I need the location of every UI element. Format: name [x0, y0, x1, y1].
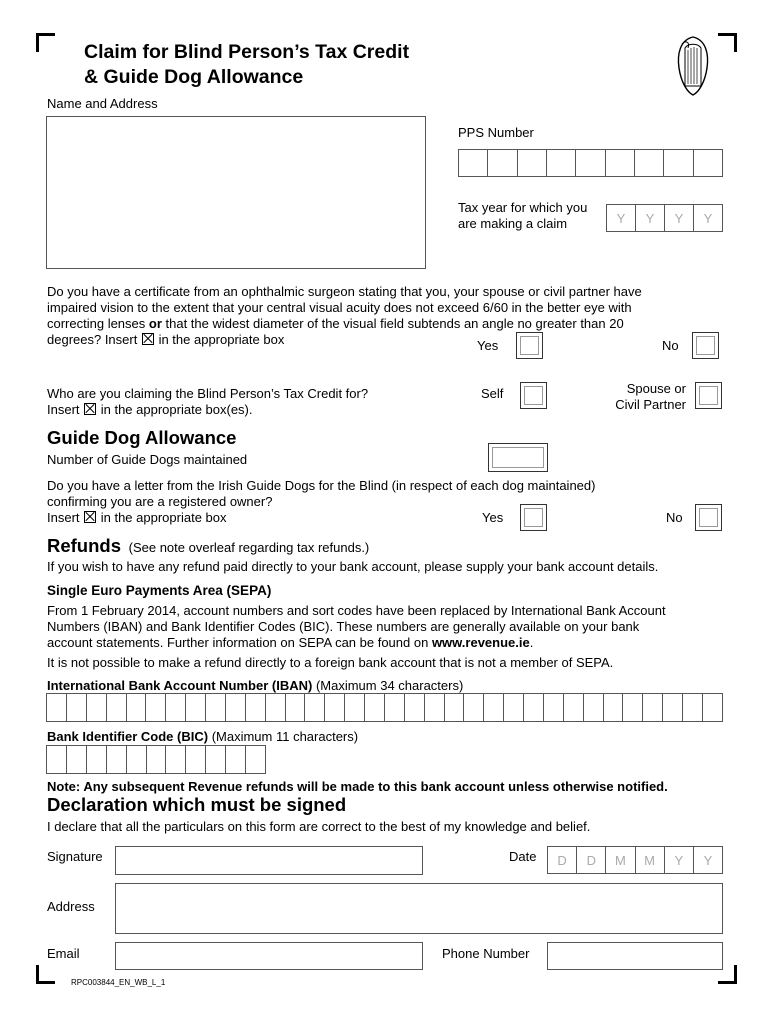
iban-cell[interactable] [584, 694, 604, 721]
iban-label: International Bank Account Number (IBAN) [47, 678, 313, 693]
guide-dog-no-label: No [666, 510, 683, 525]
certificate-question [47, 284, 642, 348]
iban-cell[interactable] [524, 694, 544, 721]
iban-cell[interactable] [345, 694, 365, 721]
date-input[interactable] [547, 846, 723, 874]
foreign-account-note: It is not possible to make a refund directly to a foreign bank account that is not a member of SEPA. [47, 655, 614, 670]
pps-cell[interactable] [694, 150, 722, 176]
certificate-line3 [47, 316, 642, 332]
bic-cell[interactable] [127, 746, 147, 773]
iban-cell[interactable] [544, 694, 564, 721]
pps-cell[interactable] [635, 150, 664, 176]
bic-input[interactable] [46, 745, 266, 774]
certificate-line1: Do you have a certificate from an ophthalmic surgeon stating that you, your spouse or civil partner have [47, 284, 642, 299]
claim-for-question [47, 386, 368, 418]
certificate-or: or [148, 316, 162, 331]
tax-year-label [458, 200, 587, 232]
spouse-label-line2: Civil Partner [615, 397, 686, 412]
form-title-line2: & Guide Dog Allowance [84, 66, 304, 88]
tax-year-cell[interactable]: Y [703, 210, 713, 226]
tax-year-label-line1: Tax year for which you [458, 200, 588, 215]
iban-cell[interactable] [226, 694, 246, 721]
email-field[interactable] [115, 942, 423, 970]
guide-dog-letter-line3a: Insert [47, 510, 84, 525]
iban-max: (Maximum 34 characters) [312, 678, 464, 693]
sepa-text [47, 603, 666, 651]
iban-cell[interactable] [127, 694, 147, 721]
date-cell[interactable]: M [636, 847, 665, 873]
iban-cell[interactable] [47, 694, 67, 721]
bic-label: Bank Identifier Code (BIC) [47, 729, 209, 744]
bic-cell[interactable] [226, 746, 246, 773]
bic-cell[interactable] [166, 746, 186, 773]
certificate-line4b: in the appropriate box [154, 332, 285, 347]
claim-for-line2a: Insert [47, 402, 84, 417]
form-title [84, 40, 409, 90]
guide-dog-letter-line2: confirming you are a registered owner? [47, 494, 273, 509]
corner-mark-top-left [36, 33, 55, 52]
name-address-field[interactable] [46, 116, 426, 269]
sepa-line3 [47, 635, 666, 651]
tax-year-cell[interactable]: Y [636, 205, 665, 231]
checkbox-x-icon [84, 511, 96, 523]
claim-for-line2 [47, 402, 368, 418]
iban-cell[interactable] [504, 694, 524, 721]
iban-cell[interactable] [107, 694, 127, 721]
pps-cell[interactable] [664, 150, 693, 176]
refunds-heading: Refunds [47, 535, 121, 556]
bic-cell[interactable] [47, 746, 67, 773]
certificate-line3a: correcting lenses [47, 316, 149, 331]
iban-cell[interactable] [464, 694, 484, 721]
tax-year-cell[interactable]: Y [607, 205, 636, 231]
bic-cell[interactable] [107, 746, 127, 773]
certificate-line3c: that the widest diameter of the visual field subtends an angle no greater than 20 [161, 316, 624, 331]
bic-max: (Maximum 11 characters) [208, 729, 359, 744]
date-label: Date [509, 849, 537, 864]
spouse-checkbox[interactable] [695, 382, 722, 409]
bic-label-row [47, 729, 358, 745]
sepa-heading: Single Euro Payments Area (SEPA) [47, 583, 272, 598]
spouse-label [600, 381, 686, 413]
iban-cell[interactable] [703, 694, 722, 721]
guide-dog-yes-checkbox[interactable] [520, 504, 547, 531]
pps-cell[interactable] [518, 150, 547, 176]
certificate-yes-label: Yes [477, 338, 499, 353]
address-label: Address [47, 899, 95, 914]
guide-dog-yes-label: Yes [482, 510, 504, 525]
sepa-line1: From 1 February 2014, account numbers and sort codes have been replaced by International Bank Account [47, 603, 666, 618]
bic-cell[interactable] [186, 746, 206, 773]
pps-number-input[interactable] [458, 149, 723, 177]
tax-year-cell[interactable]: Y [665, 205, 694, 231]
iban-cell[interactable] [206, 694, 226, 721]
tax-year-input[interactable] [606, 204, 723, 232]
pps-cell[interactable] [606, 150, 635, 176]
sepa-line3a: account statements. Further information on SEPA can be found on [47, 635, 432, 650]
iban-cell[interactable] [325, 694, 345, 721]
declaration-heading: Declaration which must be signed [47, 794, 347, 815]
bic-cell[interactable] [87, 746, 107, 773]
iban-label-row [47, 678, 463, 694]
pps-cell[interactable] [547, 150, 576, 176]
checkbox-x-icon [142, 333, 154, 345]
iban-cell[interactable] [286, 694, 306, 721]
certificate-no-checkbox[interactable] [692, 332, 719, 359]
iban-cell[interactable] [186, 694, 206, 721]
harp-crest-icon [672, 34, 714, 98]
corner-mark-top-right [718, 33, 737, 52]
guide-dog-heading: Guide Dog Allowance [47, 427, 237, 448]
pps-label: PPS Number [458, 125, 534, 140]
iban-cell[interactable] [87, 694, 107, 721]
date-cell[interactable]: Y [703, 852, 713, 868]
bic-cell[interactable] [67, 746, 87, 773]
iban-cell[interactable] [266, 694, 286, 721]
guide-dog-count-label: Number of Guide Dogs maintained [47, 452, 248, 467]
revenue-link[interactable]: www.revenue.ie [431, 635, 530, 650]
corner-mark-bottom-left [36, 965, 55, 984]
certificate-line4 [47, 332, 642, 348]
iban-cell[interactable] [445, 694, 465, 721]
iban-input[interactable] [46, 693, 723, 722]
name-address-label: Name and Address [47, 96, 158, 111]
form-title-line1: Claim for Blind Person’s Tax Credit [84, 41, 410, 63]
iban-cell[interactable] [643, 694, 663, 721]
iban-cell[interactable] [425, 694, 445, 721]
iban-cell[interactable] [67, 694, 87, 721]
bic-cell[interactable] [246, 746, 265, 773]
signature-label: Signature [47, 849, 103, 864]
email-label: Email [47, 946, 80, 961]
checkbox-x-icon [84, 403, 96, 415]
phone-field[interactable] [547, 942, 723, 970]
guide-dog-no-checkbox[interactable] [695, 504, 722, 531]
spouse-label-line1: Spouse or [626, 381, 686, 396]
guide-dog-letter-line1: Do you have a letter from the Irish Guide Dogs for the Blind (in respect of each dog maintained) [47, 478, 596, 493]
certificate-yes-checkbox[interactable] [516, 332, 543, 359]
declaration-text: I declare that all the particulars on this form are correct to the best of my knowledge and belief. [47, 819, 591, 834]
refunds-heading-row [47, 535, 369, 557]
iban-cell[interactable] [365, 694, 385, 721]
guide-dog-letter-line3 [47, 510, 595, 526]
iban-cell[interactable] [663, 694, 683, 721]
certificate-line2: impaired vision to the extent that your central visual acuity does not exceed 6/60 in the better eye with [47, 300, 632, 315]
form-code: RPC003844_EN_WB_L_1 [71, 978, 166, 987]
pps-cell[interactable] [488, 150, 517, 176]
refunds-intro: If you wish to have any refund paid directly to your bank account, please supply your bank account details. [47, 559, 659, 574]
iban-cell[interactable] [604, 694, 624, 721]
iban-cell[interactable] [246, 694, 266, 721]
self-label: Self [481, 386, 504, 401]
iban-cell[interactable] [146, 694, 166, 721]
refunds-note: (See note overleaf regarding tax refunds.) [128, 540, 370, 555]
iban-cell[interactable] [683, 694, 703, 721]
date-cell[interactable]: Y [665, 847, 694, 873]
iban-cell[interactable] [484, 694, 504, 721]
certificate-line4a: degrees? Insert [47, 332, 141, 347]
iban-cell[interactable] [166, 694, 186, 721]
guide-dog-count-input[interactable] [488, 443, 548, 472]
guide-dog-letter-question [47, 478, 595, 526]
date-cell[interactable]: D [577, 847, 606, 873]
claim-for-line2b: in the appropriate box(es). [97, 402, 253, 417]
bic-cell[interactable] [206, 746, 226, 773]
claim-for-line1: Who are you claiming the Blind Person’s Tax Credit for? [47, 386, 369, 401]
phone-label: Phone Number [442, 946, 530, 961]
pps-cell[interactable] [459, 150, 488, 176]
tax-year-label-line2: are making a claim [458, 216, 568, 231]
iban-cell[interactable] [623, 694, 643, 721]
certificate-no-label: No [662, 338, 679, 353]
date-cell[interactable]: D [548, 847, 577, 873]
refund-bank-note: Note: Any subsequent Revenue refunds will be made to this bank account unless otherwise notified. [47, 779, 668, 794]
sepa-line2: Numbers (IBAN) and Bank Identifier Codes (BIC). These numbers are generally available on your bank [47, 619, 640, 634]
self-checkbox[interactable] [520, 382, 547, 409]
iban-cell[interactable] [405, 694, 425, 721]
iban-cell[interactable] [385, 694, 405, 721]
guide-dog-letter-line3b: in the appropriate box [97, 510, 227, 525]
address-field[interactable] [115, 883, 723, 934]
iban-cell[interactable] [305, 694, 325, 721]
date-cell[interactable]: M [606, 847, 635, 873]
iban-cell[interactable] [564, 694, 584, 721]
pps-cell[interactable] [576, 150, 605, 176]
sepa-line3c: . [529, 635, 534, 650]
signature-field[interactable] [115, 846, 423, 875]
bic-cell[interactable] [147, 746, 167, 773]
